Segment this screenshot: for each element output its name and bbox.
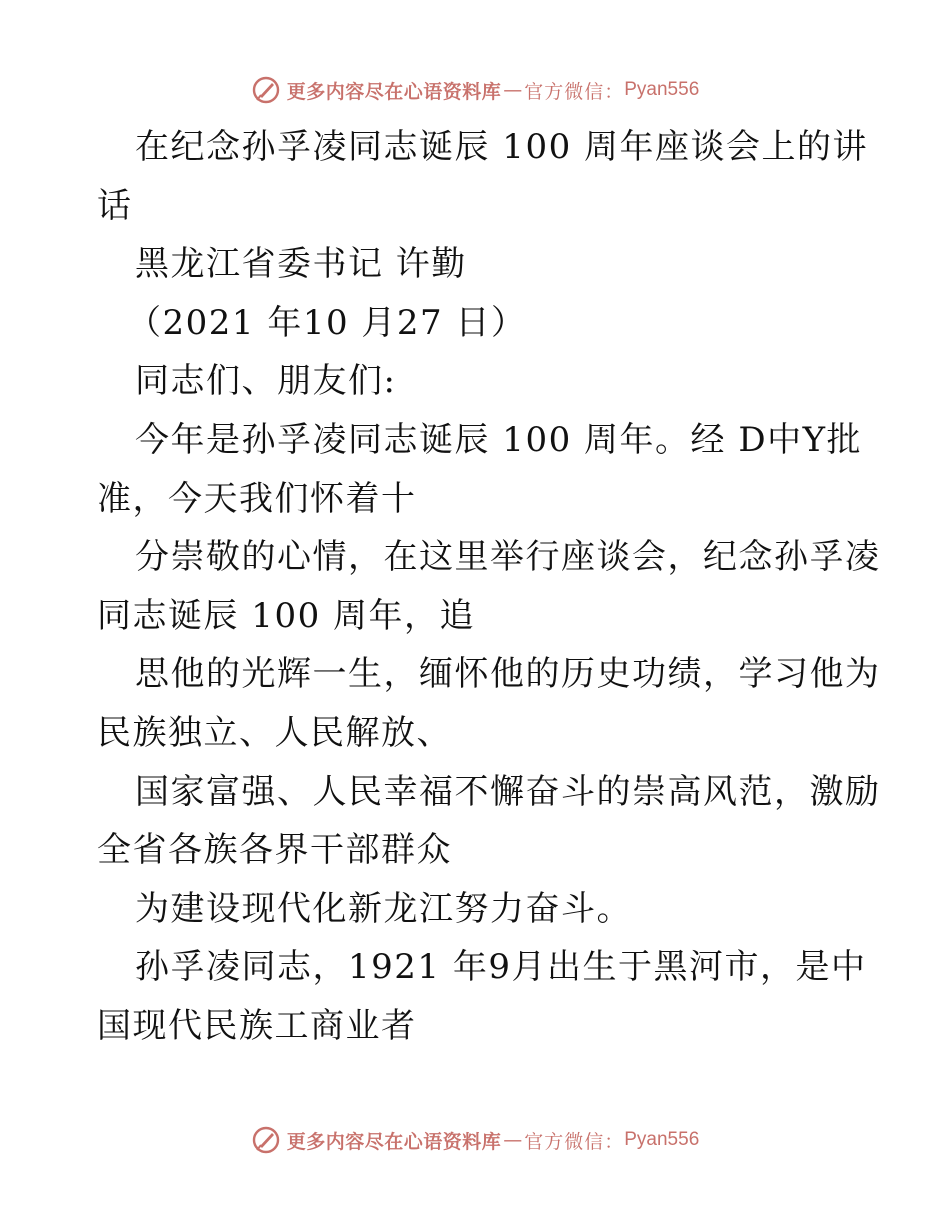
- doc-paragraph-line: 分崇敬的心情，在这里举行座谈会，纪念孙孚凌: [135, 537, 881, 578]
- doc-paragraph-line: 为建设现代化新龙江努力奋斗。: [135, 888, 632, 929]
- doc-paragraph-line: 国家富强、人民幸福不懈奋斗的崇高风范，激励: [135, 771, 881, 812]
- doc-paragraph-line: 孙孚凌同志，1921 年9月出生于黑河市，是中: [135, 947, 867, 988]
- doc-date: （2021 年10 月27 日）: [127, 302, 527, 343]
- quill-seal-icon: [251, 1125, 281, 1155]
- doc-paragraph-line: 思他的光辉一生，缅怀他的历史功绩，学习他为: [135, 654, 881, 695]
- doc-title-line-2: 话: [97, 185, 133, 226]
- doc-paragraph-line: 全省各族各界干部群众: [97, 830, 452, 871]
- watermark-wechat-id: Pyan556: [624, 1129, 700, 1150]
- doc-title-line-1: 在纪念孙孚凌同志诞辰 100 周年座谈会上的讲: [135, 127, 869, 167]
- watermark-wechat-label: 官方微信：: [524, 1130, 625, 1153]
- doc-paragraph-line: 国现代民族工商业者: [97, 1005, 417, 1046]
- header-watermark: [0, 74, 950, 106]
- watermark-separator: —: [503, 79, 523, 101]
- doc-paragraph-line: 同志诞辰 100 周年，追: [97, 595, 476, 636]
- doc-paragraph-line: 民族独立、人民解放、: [97, 712, 452, 753]
- doc-paragraph-line: 准，今天我们怀着十: [97, 478, 417, 519]
- document-body: [97, 118, 881, 1056]
- footer-watermark: [0, 1124, 950, 1156]
- watermark-text: 更多内容尽在心语资料库: [286, 1130, 502, 1153]
- watermark-wechat-id: Pyan556: [624, 79, 700, 100]
- doc-paragraph-line: 今年是孙孚凌同志诞辰 100 周年。经 D中Y批: [135, 419, 863, 460]
- quill-seal-icon: [251, 75, 281, 105]
- watermark-text: 更多内容尽在心语资料库: [286, 80, 502, 103]
- doc-salutation: 同志们、朋友们:: [135, 361, 397, 402]
- watermark-wechat-label: 官方微信：: [524, 80, 625, 103]
- doc-author: 黑龙江省委书记 许勤: [135, 244, 467, 285]
- watermark-separator: —: [503, 1129, 523, 1151]
